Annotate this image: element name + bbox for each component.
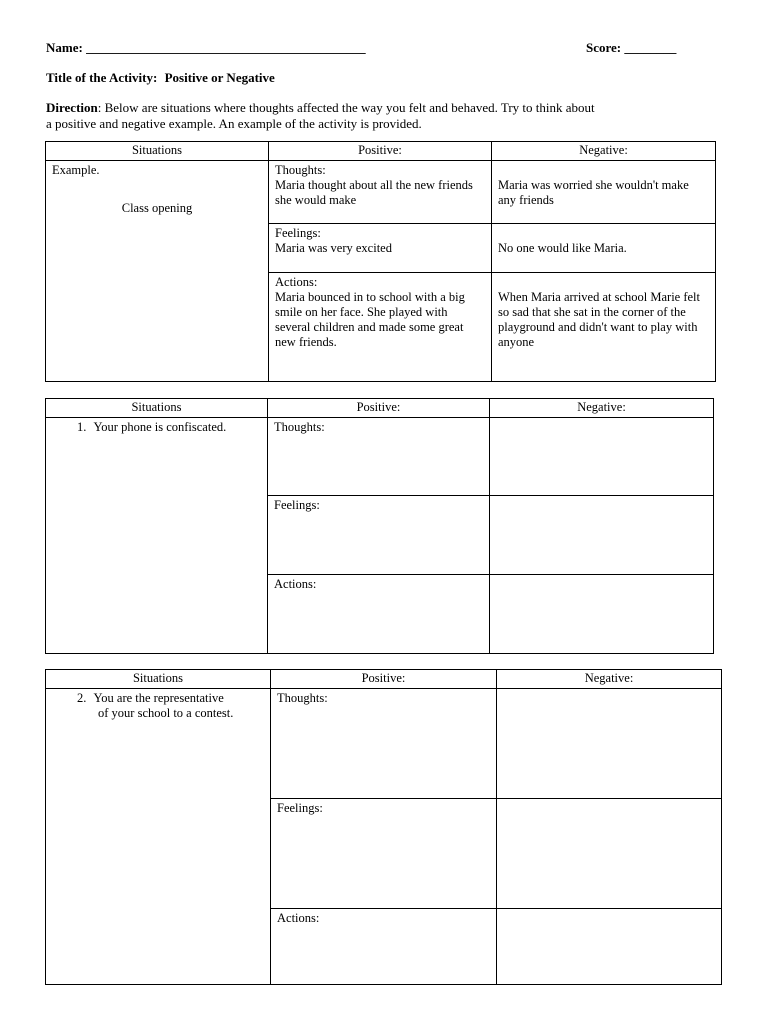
title-label: Title of the Activity: [46,70,158,85]
item2-situation-cell [46,689,271,985]
example-actions-positive: Maria bounced in to school with a big smile on her face. She played with several children and made some great new friends. [275,290,465,349]
example-thoughts-negative-cell [492,161,716,224]
col-header-negative: Negative: [497,670,722,689]
item2-number: 2. [77,691,87,705]
item2-actions-negative-cell[interactable] [497,909,722,985]
example-situation-cell [46,161,269,382]
title-value: Positive or Negative [164,70,275,85]
example-actions-negative-cell [492,273,716,382]
score-line [586,40,676,56]
item1-actions-negative-cell[interactable] [490,575,714,654]
score-label: Score: [586,40,622,55]
item1-thoughts-negative-cell[interactable] [490,418,714,496]
feelings-label: Feelings: [274,498,320,512]
col-header-situations: Situations [46,142,269,161]
thoughts-label: Thoughts: [274,420,325,434]
score-blank[interactable]: ________ [624,40,677,55]
example-label: Example. [52,163,100,177]
example-feelings-negative-cell [492,224,716,273]
item1-number: 1. [77,420,87,434]
item1-situation-cell [46,418,268,654]
feelings-label: Feelings: [277,801,323,815]
col-header-situations: Situations [46,670,271,689]
col-header-negative: Negative: [492,142,716,161]
col-header-positive: Positive: [268,399,490,418]
col-header-positive: Positive: [271,670,497,689]
example-thoughts-negative: Maria was worried she wouldn't make any friends [498,178,689,207]
actions-label: Actions: [275,275,318,289]
example-situation-text: Class opening [121,201,193,215]
item1-actions-positive-cell[interactable] [268,575,490,654]
feelings-label: Feelings: [275,226,321,240]
direction-label: Direction [46,100,98,115]
activity-title [46,70,275,86]
example-thoughts-positive: Maria thought about all the new friends she would make [275,178,473,207]
item2-feelings-negative-cell[interactable] [497,799,722,909]
col-header-positive: Positive: [269,142,492,161]
item1-table [45,398,714,654]
example-table [45,141,716,382]
item2-actions-positive-cell[interactable] [271,909,497,985]
item1-thoughts-positive-cell[interactable] [268,418,490,496]
col-header-negative: Negative: [490,399,714,418]
example-thoughts-positive-cell [269,161,492,224]
example-feelings-positive: Maria was very excited [275,241,392,255]
item2-situation-line-2: of your school to a contest. [98,706,234,720]
item2-thoughts-negative-cell[interactable] [497,689,722,799]
item2-thoughts-positive-cell[interactable] [271,689,497,799]
item2-feelings-positive-cell[interactable] [271,799,497,909]
direction-text-1: : Below are situations where thoughts affected the way you felt and behaved. Try to think about [97,100,595,115]
item1-feelings-positive-cell[interactable] [268,496,490,575]
example-actions-negative: When Maria arrived at school Marie felt so sad that she sat in the corner of the playground and didn't want to play with anyone [498,290,700,349]
item2-table [45,669,722,985]
thoughts-label: Thoughts: [275,163,326,177]
thoughts-label: Thoughts: [277,691,328,705]
example-feelings-negative: No one would like Maria. [498,241,627,255]
name-line [46,40,366,56]
example-actions-positive-cell [269,273,492,382]
item2-situation-line-1: You are the representative [93,691,224,705]
example-feelings-positive-cell [269,224,492,273]
name-label: Name: [46,40,83,55]
actions-label: Actions: [274,577,317,591]
item1-situation-text: Your phone is confiscated. [93,420,227,434]
direction-paragraph [46,100,726,132]
item1-feelings-negative-cell[interactable] [490,496,714,575]
col-header-situations: Situations [46,399,268,418]
actions-label: Actions: [277,911,320,925]
direction-text-2: a positive and negative example. An example of the activity is provided. [46,116,422,131]
name-blank[interactable]: ___________________________________________ [86,40,366,55]
